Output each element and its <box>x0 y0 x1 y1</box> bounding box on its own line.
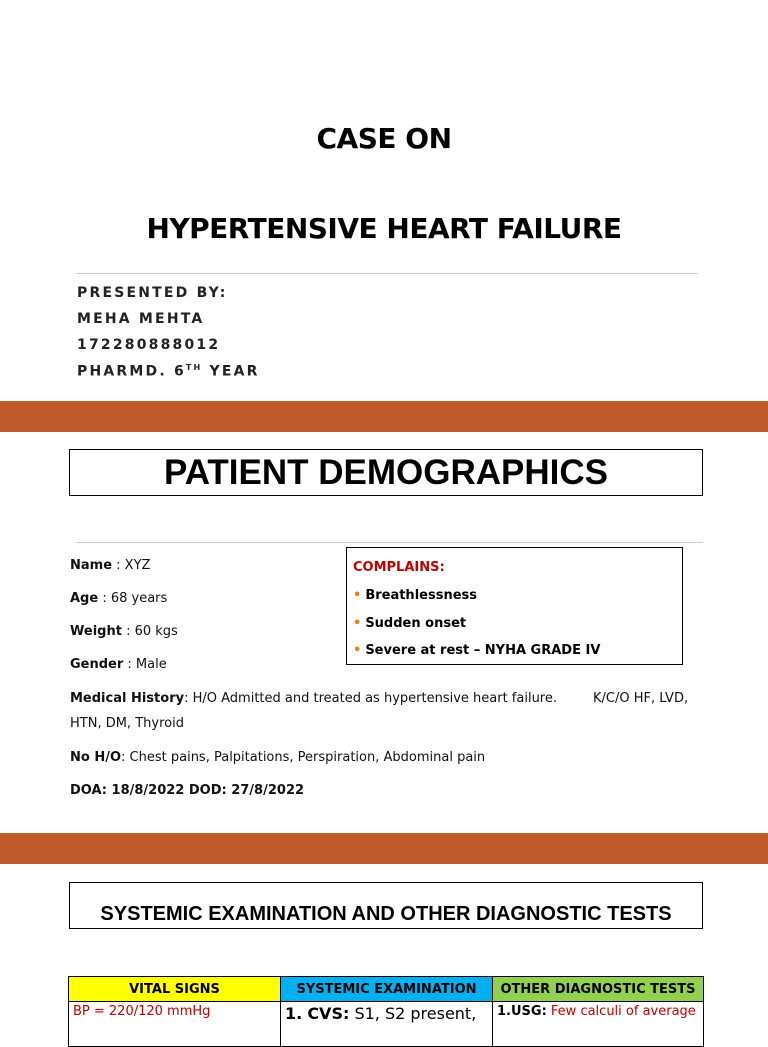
history-kco: K/C/O HF, LVD, <box>593 691 689 706</box>
bullet-icon: • <box>353 616 362 631</box>
weight-label: Weight <box>70 624 122 639</box>
complaint-text: Sudden onset <box>365 616 467 631</box>
sys-num: 1. <box>285 1004 303 1023</box>
header-systemic-exam: SYSTEMIC EXAMINATION <box>281 977 493 1002</box>
complaint-item <box>353 616 466 631</box>
history-value: : H/O Admitted and treated as hypertensive heart failure. <box>184 691 557 706</box>
diagnostics-table <box>68 976 704 1047</box>
presenter-id: 172280888012 <box>77 337 221 353</box>
divider <box>76 273 698 274</box>
history-label: Medical History <box>70 691 185 706</box>
header-other-tests: OTHER DIAGNOSTIC TESTS <box>493 977 704 1002</box>
case-title: CASE ON <box>316 122 452 155</box>
bullet-icon: • <box>353 643 362 658</box>
demographics-title-box <box>69 449 703 496</box>
name-field <box>70 558 150 573</box>
gender-value: : Male <box>123 657 167 672</box>
age-label: Age <box>70 591 99 606</box>
noho-value: : Chest pains, Palpitations, Perspiration, Abdominal pain <box>121 750 486 765</box>
age-value: : 68 years <box>98 591 168 606</box>
slide-separator-band <box>0 401 768 432</box>
table-row <box>69 1002 704 1047</box>
sys-label: CVS: <box>307 1004 350 1023</box>
no-history-field <box>70 750 485 765</box>
weight-value: : 60 kgs <box>121 624 178 639</box>
course-superscript: TH <box>185 363 203 372</box>
presented-by-label: PRESENTED BY: <box>77 285 228 301</box>
systemic-title-box <box>69 882 703 929</box>
presenter-course <box>77 363 260 380</box>
age-field <box>70 591 167 606</box>
demographics-title: PATIENT DEMOGRAPHICS <box>164 453 608 492</box>
course-suffix: YEAR <box>202 363 260 380</box>
weight-field <box>70 624 178 639</box>
other-value: Few calculi of average <box>546 1004 696 1019</box>
complaint-text: Severe at rest – NYHA GRADE IV <box>365 643 601 658</box>
medical-history-field <box>70 691 557 706</box>
header-vital-signs: VITAL SIGNS <box>69 977 281 1002</box>
name-label: Name <box>70 558 113 573</box>
presenter-name: MEHA MEHTA <box>77 311 205 327</box>
slide-separator-band <box>0 833 768 864</box>
sys-value: S1, S2 present, <box>349 1004 477 1023</box>
gender-field <box>70 657 167 672</box>
complaint-item <box>353 643 600 658</box>
systemic-title: SYSTEMIC EXAMINATION AND OTHER DIAGNOSTIC TESTS <box>100 903 672 925</box>
bullet-icon: • <box>353 588 362 603</box>
systemic-cell <box>281 1002 493 1047</box>
other-cell <box>493 1002 704 1047</box>
doa-dod: DOA: 18/8/2022 DOD: 27/8/2022 <box>70 783 305 798</box>
divider <box>76 542 703 543</box>
complains-box <box>346 547 683 665</box>
complaint-text: Breathlessness <box>365 588 477 603</box>
noho-label: No H/O <box>70 750 122 765</box>
complaint-item <box>353 588 477 603</box>
history-line2: HTN, DM, Thyroid <box>70 716 184 731</box>
other-label: 1.USG: <box>497 1004 547 1019</box>
case-subtitle: HYPERTENSIVE HEART FAILURE <box>146 212 622 245</box>
name-value: : XYZ <box>112 558 151 573</box>
course-prefix: PHARMD. 6 <box>77 363 186 380</box>
gender-label: Gender <box>70 657 124 672</box>
complains-heading: COMPLAINS: <box>353 560 445 575</box>
vital-cell: BP = 220/120 mmHg <box>69 1002 281 1047</box>
